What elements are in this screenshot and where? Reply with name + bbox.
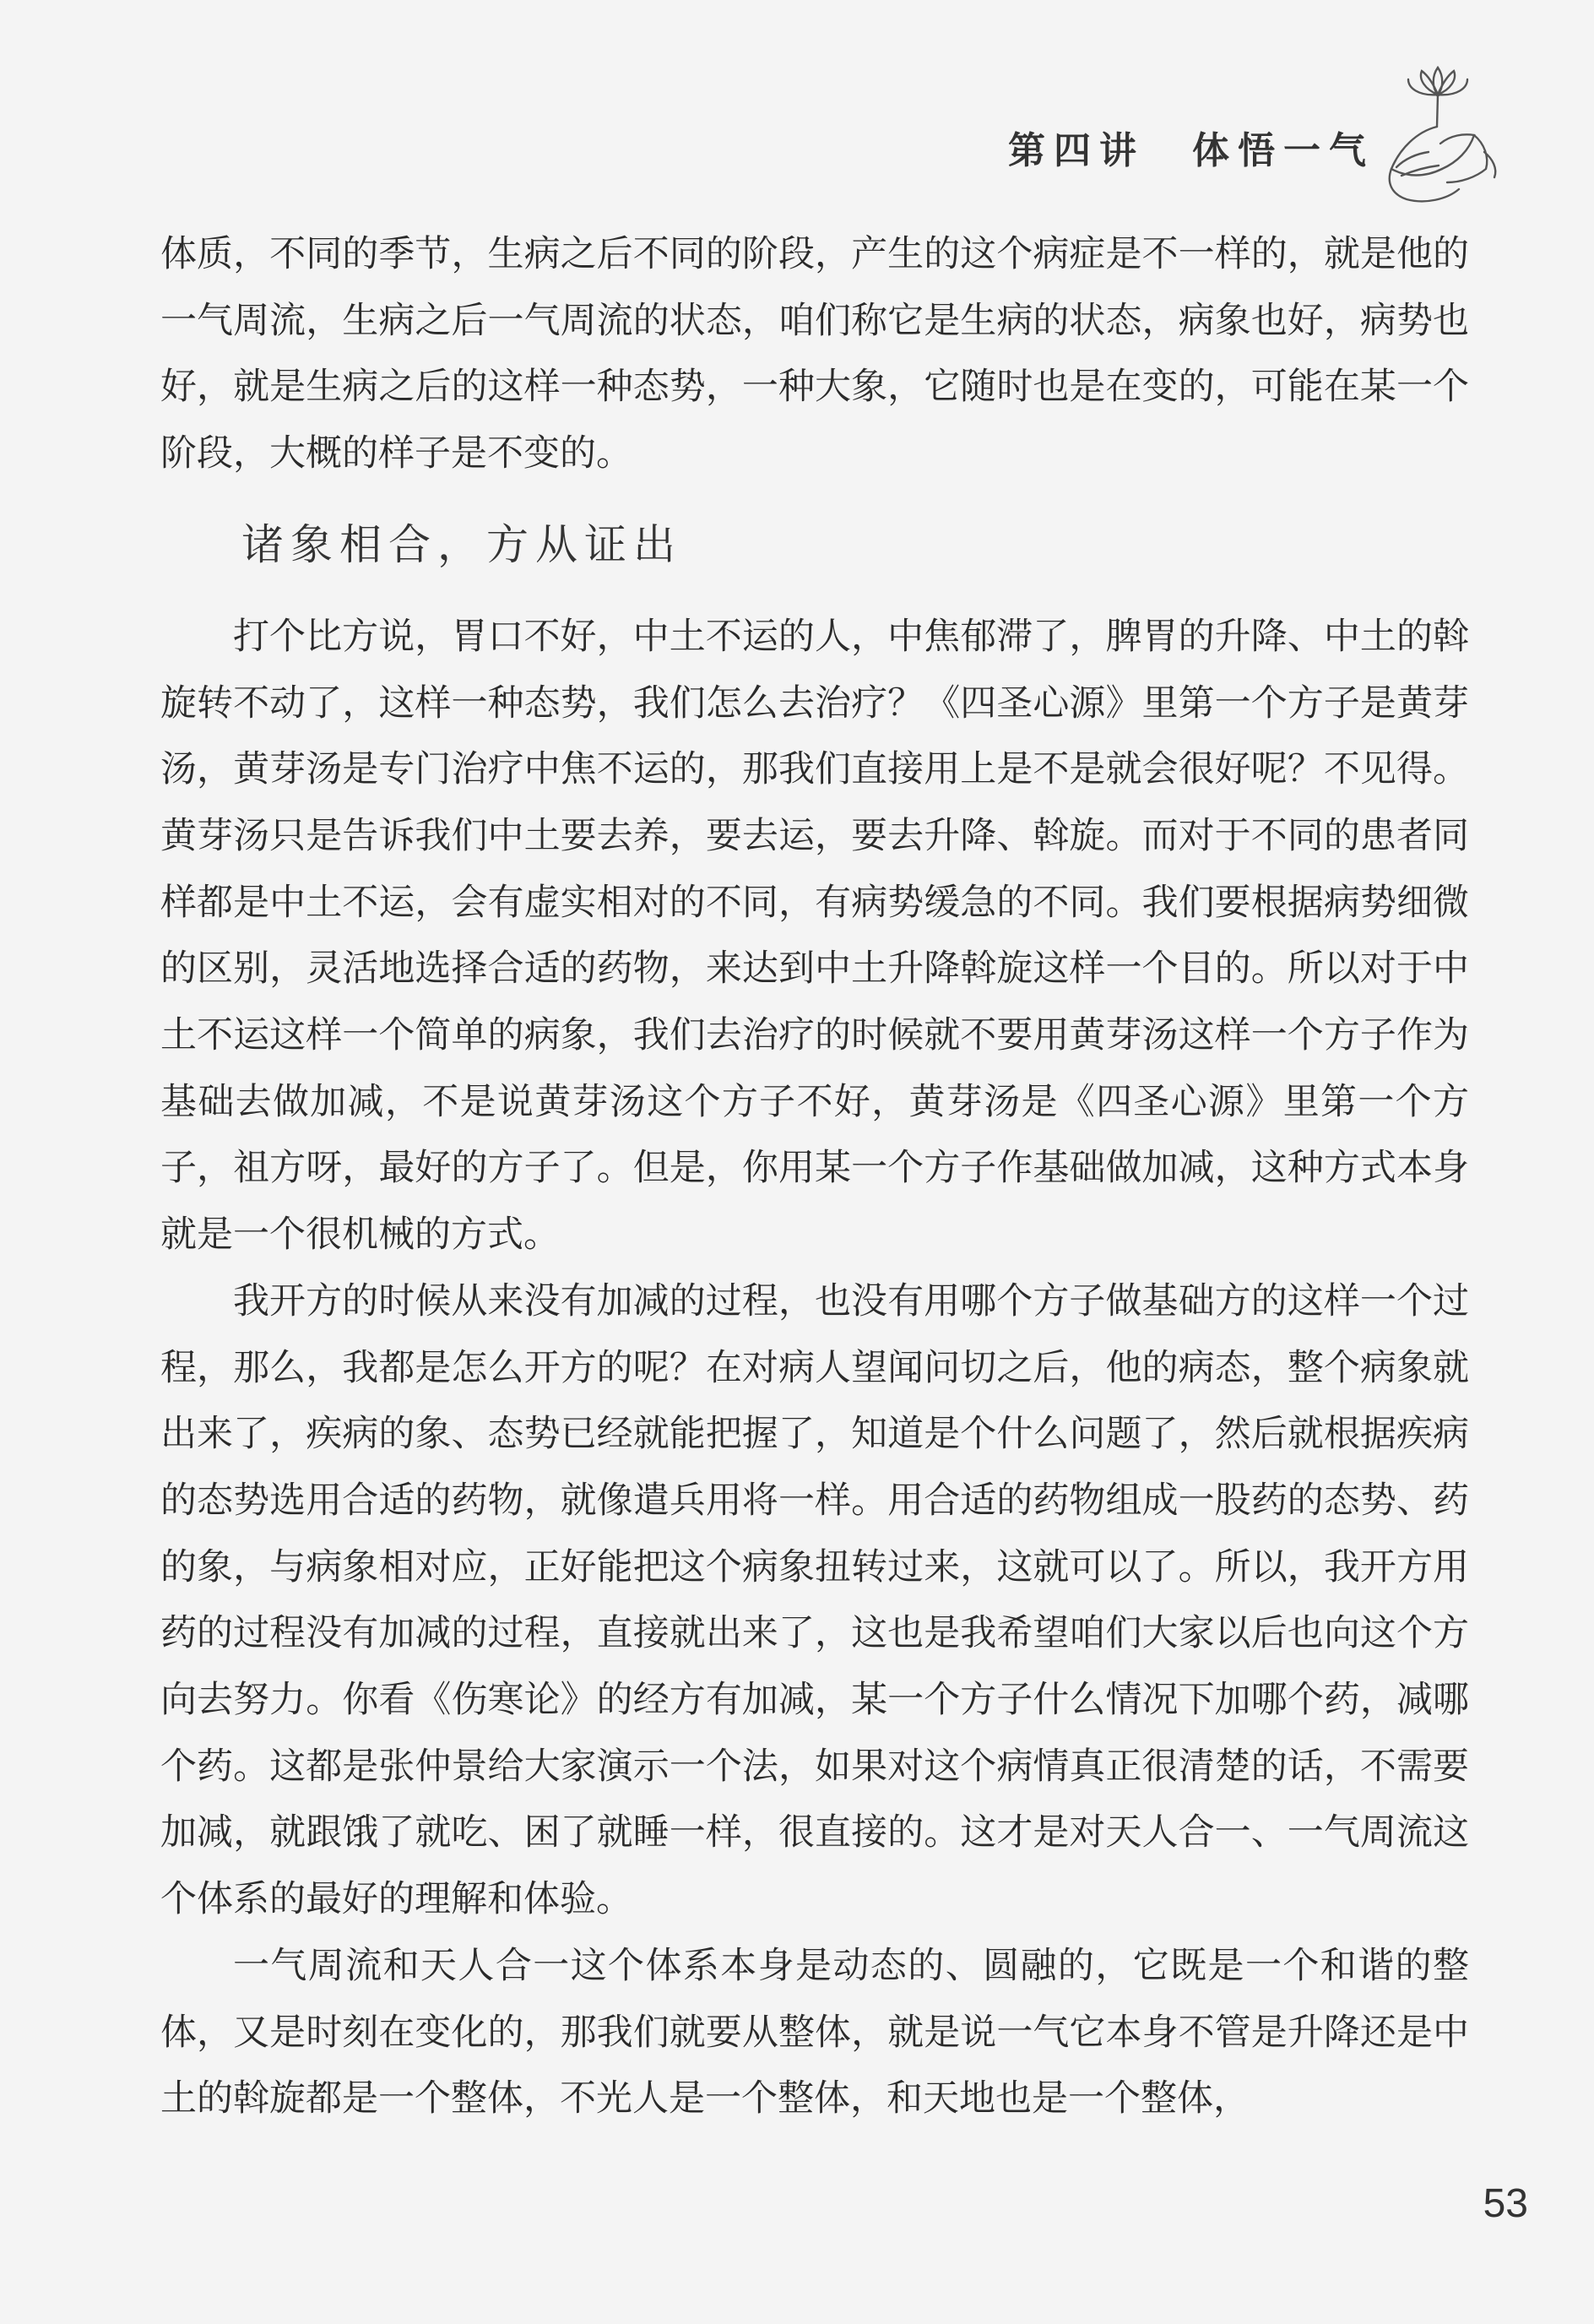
lotus-hand-icon [1366,51,1510,211]
running-header [1008,120,1374,174]
paragraph: 一气周流和天人合一这个体系本身是动态的、圆融的，它既是一个和谐的整体，又是时刻在变化的，那我们就要从整体，就是说一气它本身不管是升降还是中土的斡旋都是一个整体，不光人是一个整体，和天地也是一个整体， [160,1944,1469,2120]
page-number: 53 [1483,2181,1528,2226]
paragraph: 打个比方说，胃口不好，中土不运的人，中焦郁滞了，脾胃的升降、中土的斡旋转不动了，这样一种态势，我们怎么去治疗？《四圣心源》里第一个方子是黄芽汤，黄芽汤是专门治疗中焦不运的，那我们直接用上是不是就会很好呢？不见得。黄芽汤只是告诉我们中土要去养，要去运，要去升降、斡旋。而对于不同的患者同样都是中土不运，会有虚实相对的不同，有病势缓急的不同。我们要根据病势细微的区别，灵活地选择合适的药物，来达到中土升降斡旋这样一个目的。所以对于中土不运这样一个简单的病象，我们去治疗的时候就不要用黄芽汤这样一个方子作为基础去做加减，不是说黄芽汤这个方子不好，黄芽汤是《四圣心源》里第一个方子，祖方呀，最好的方子了。但是，你用某一个方子作基础做加减，这种方式本身就是一个很机械的方式。 [160,615,1469,1257]
body-text [160,221,1469,2132]
chapter-label: 第四讲 [1008,129,1145,172]
paragraph: 我开方的时候从来没有加减的过程，也没有用哪个方子做基础方的这样一个过程，那么，我都是怎么开方的呢？在对病人望闻问切之后，他的病态，整个病象就出来了，疾病的象、态势已经就能把握了，知道是个什么问题了，然后就根据疾病的态势选用合适的药物，就像遣兵用将一样。用合适的药物组成一股药的态势、药的象，与病象相对应，正好能把这个病象扭转过来，这就可以了。所以，我开方用药的过程没有加减的过程，直接就出来了，这也是我希望咱们大家以后也向这个方向去努力。你看《伤寒论》的经方有加减，某一个方子什么情况下加哪个药，减哪个药。这都是张仲景给大家演示一个法，如果对这个病情真正很清楚的话，不需要加减，就跟饿了就吃、困了就睡一样，很直接的。这才是对天人合一、一气周流这个体系的最好的理解和体验。 [160,1279,1469,1921]
chapter-title: 体悟一气 [1192,129,1374,172]
paragraph-continued: 体质，不同的季节，生病之后不同的阶段，产生的这个病症是不一样的，就是他的一气周流，生病之后一气周流的状态，咱们称它是生病的状态，病象也好，病势也好，就是生病之后的这样一种态势，一种大象，它随时也是在变的，可能在某一个阶段，大概的样子是不变的。 [160,233,1469,475]
section-heading: 诸象相合，方从证出 [241,519,682,569]
